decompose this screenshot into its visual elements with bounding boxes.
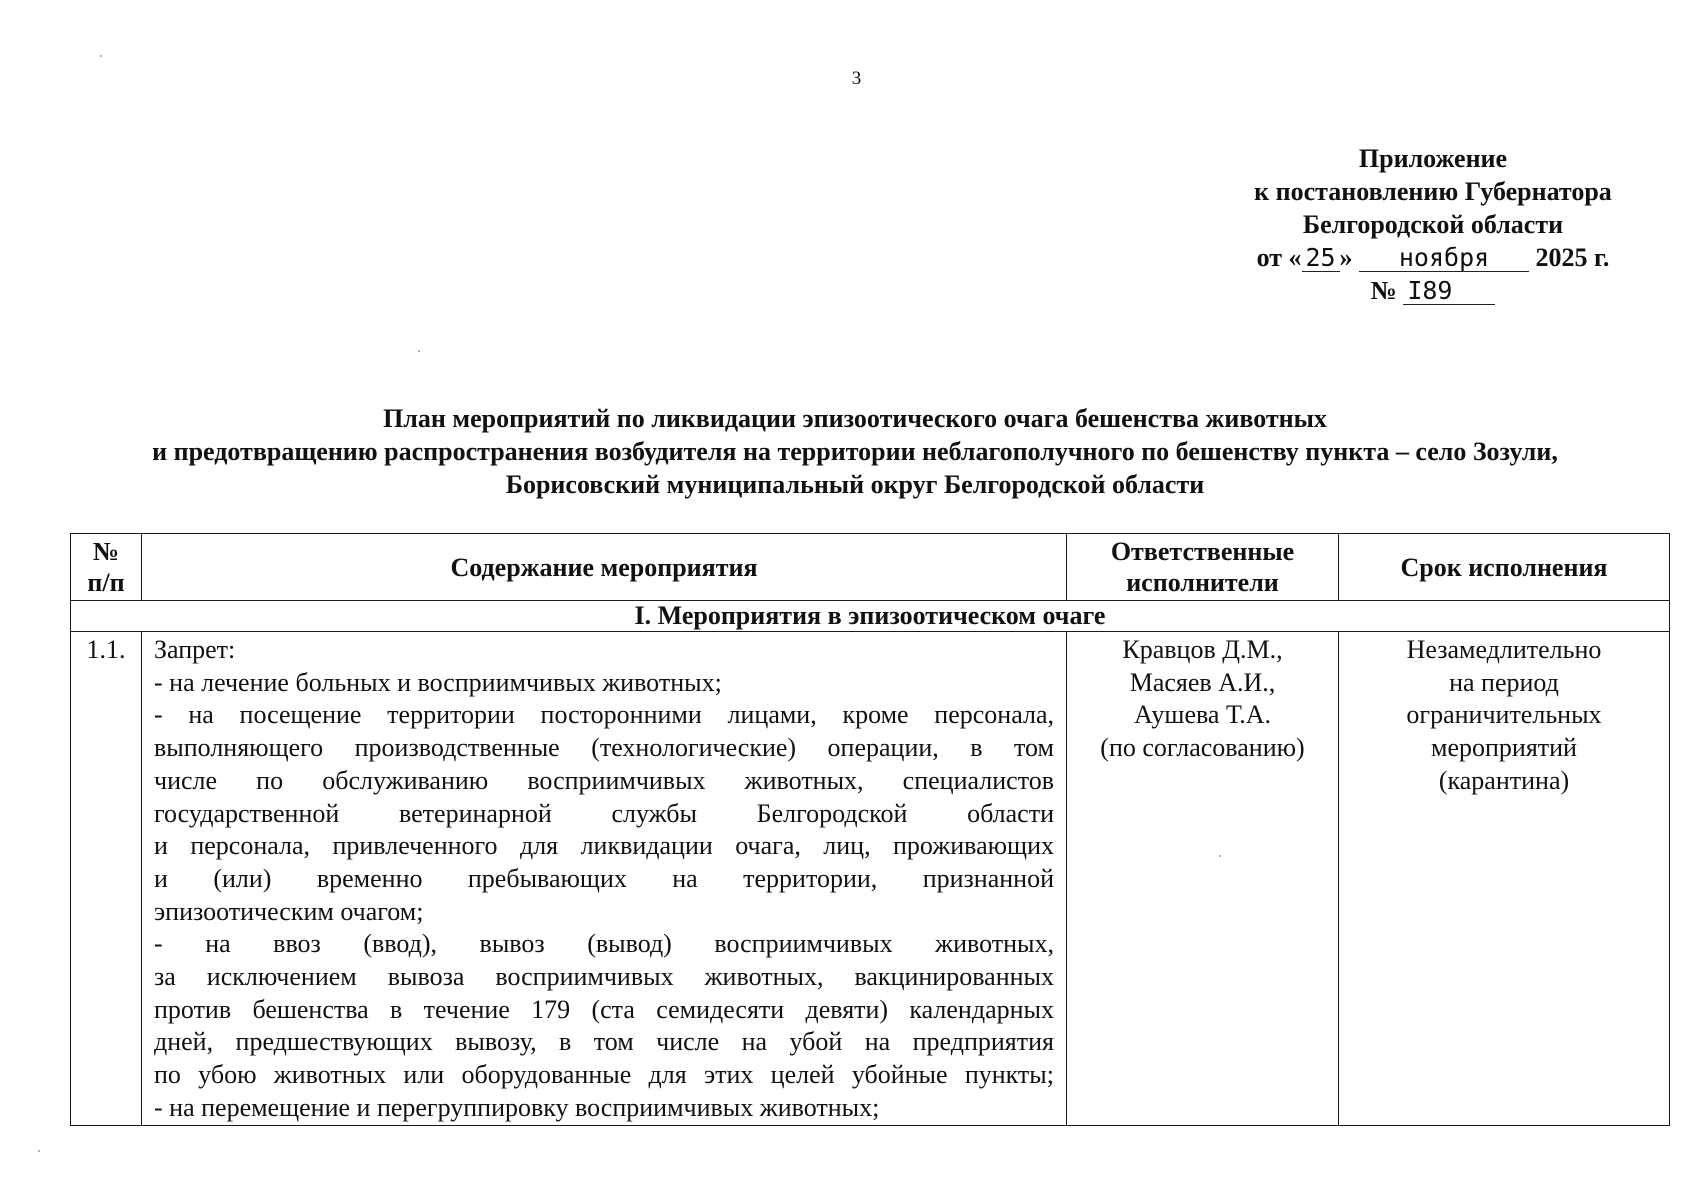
decree-number-field: I89 xyxy=(1403,278,1495,305)
content-line: числе по обслуживанию восприимчивых животных, специалистов xyxy=(154,765,1054,795)
page-number: 3 xyxy=(851,68,862,89)
responsible-line: Аушева Т.А. xyxy=(1133,700,1272,730)
content-line: по убою животных или оборудованные для этих целей убойные пункты; xyxy=(154,1060,1054,1090)
header-deadline: Срок исполнения xyxy=(1339,534,1670,601)
content-line: и (или) временно пребывающих на территории, признанной xyxy=(154,863,1054,893)
appendix-title: Приложение xyxy=(1358,144,1508,173)
appendix-date-line xyxy=(1203,241,1663,274)
date-year: 2025 г. xyxy=(1535,243,1610,272)
content-line: государственной ветеринарной службы Белгородской области xyxy=(154,798,1054,828)
appendix-number-line xyxy=(1203,274,1663,307)
row-deadline xyxy=(1339,632,1670,1126)
deadline-line: мероприятий xyxy=(1431,733,1577,763)
scan-speck xyxy=(1219,855,1221,857)
responsible-line: (по согласованию) xyxy=(1100,733,1305,763)
scan-speck xyxy=(38,1150,40,1152)
appendix-block xyxy=(1203,142,1663,307)
content-line: против бешенства в течение 179 (ста семидесяти девяти) календарных xyxy=(154,994,1054,1024)
document-title xyxy=(60,402,1650,501)
row-responsible xyxy=(1067,632,1339,1126)
header-num-line-2: п/п xyxy=(87,568,125,597)
row-content xyxy=(142,632,1067,1126)
scan-speck xyxy=(100,55,102,57)
deadline-line: (карантина) xyxy=(1438,765,1570,795)
section-row xyxy=(71,601,1670,632)
responsible-line: Масяев А.И., xyxy=(1129,667,1276,697)
deadline-line: ограничительных xyxy=(1406,700,1602,730)
date-month-field: ноября xyxy=(1359,245,1529,272)
title-line-2: и предотвращению распространения возбудителя на территории неблагополучного по бешенству пункта – село Зозули, xyxy=(152,437,1558,466)
content-line: дней, предшествующих вывозу, в том числе на убой на предприятия xyxy=(154,1027,1054,1057)
responsible-line: Кравцов Д.М., xyxy=(1122,635,1283,664)
content-line: - на посещение территории посторонними лицами, кроме персонала, xyxy=(154,700,1054,730)
title-line-1: План мероприятий по ликвидации эпизоотического очага бешенства животных xyxy=(383,404,1327,433)
number-prefix: № xyxy=(1370,276,1397,305)
date-quote-close: » xyxy=(1339,243,1353,272)
content-line: - на ввоз (ввод), вывоз (вывод) восприимчивых животных, xyxy=(154,929,1054,959)
scan-speck xyxy=(418,350,420,352)
deadline-line: Незамедлительно xyxy=(1406,635,1602,664)
header-responsible-line-2: исполнители xyxy=(1126,568,1279,597)
content-line: - на перемещение и перегруппировку восприимчивых животных; xyxy=(154,1092,880,1122)
content-line: эпизоотическим очагом; xyxy=(154,896,424,926)
table-header-row xyxy=(71,534,1670,601)
section-heading: I. Мероприятия в эпизоотическом очаге xyxy=(71,601,1670,632)
plan-table xyxy=(70,533,1670,1126)
title-line-3: Борисовский муниципальный округ Белгородской области xyxy=(505,470,1205,499)
content-line: выполняющего производственные (технологические) операции, в том xyxy=(154,733,1054,763)
appendix-decree-line: к постановлению Губернатора xyxy=(1254,177,1612,206)
deadline-line: на период xyxy=(1449,667,1559,697)
appendix-region-line: Белгородской области xyxy=(1302,210,1564,239)
row-number: 1.1. xyxy=(71,632,142,1126)
header-responsible-line-1: Ответственные xyxy=(1110,537,1295,566)
date-day-field: 25 xyxy=(1302,245,1340,272)
content-line: за исключением вывоза восприимчивых животных, вакцинированных xyxy=(154,962,1054,992)
header-content: Содержание мероприятия xyxy=(142,534,1067,601)
header-responsible xyxy=(1067,534,1339,601)
header-num-line-1: № xyxy=(92,537,120,566)
content-line: Запрет: xyxy=(154,635,236,664)
header-num xyxy=(71,534,142,601)
date-prefix: от « xyxy=(1256,243,1302,272)
table-row xyxy=(71,632,1670,1126)
content-line: - на лечение больных и восприимчивых животных; xyxy=(154,667,722,697)
content-line: и персонала, привлеченного для ликвидации очага, лиц, проживающих xyxy=(154,831,1054,861)
